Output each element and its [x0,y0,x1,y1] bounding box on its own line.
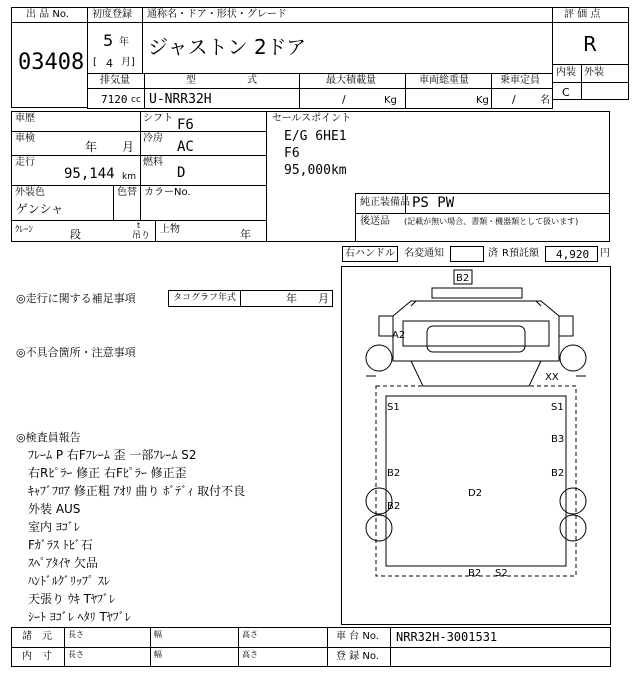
mileage-value: 95,144 [64,166,115,182]
displacement-value: 7120 [101,93,128,106]
reg-year-unit: 年 [119,37,129,48]
color-change-label: 色替 [117,187,137,198]
equip-value: PS PW [412,195,455,211]
ac-label: 冷房 [143,133,163,144]
exterior-label: 外装 [584,67,604,78]
capacity-label: 乗車定員 [500,75,540,86]
inspector-line-5: 室内 ﾖｺﾞﾚ [28,520,80,534]
dims-height: 高さ [242,630,258,639]
mark-b2-left: B2 [387,468,401,479]
inspector-line-3: ｷｬﾌﾞﾌﾛｱ 修正粗 ｱｵﾘ 曲り ﾎﾞﾃﾞｨ 取付不良 [28,484,246,498]
model-label: 型 [186,75,196,86]
inspector-line-7: ｽﾍﾟｱﾀｲﾔ 欠品 [28,556,98,570]
front-right-wheel [560,345,586,371]
inspector-line-1: ﾌﾚｰﾑ P 右Fﾌﾚｰﾑ 歪 一部ﾌﾚｰﾑ S2 [28,448,197,462]
color-value: ゲンシャ [16,202,64,216]
grade-label: 評 価 点 [564,9,601,20]
car-name: ジャストン 2ドア [148,35,307,59]
sales-line-1: E/G 6HE1 [284,129,347,144]
mark-b2-rear-left: B2 [387,501,401,512]
deposit-prefix: 済 [488,248,498,259]
first-reg-label: 初度登録 [92,9,132,20]
crane-stage-unit: 段 [70,228,81,241]
bed-inner [386,396,566,566]
rear-left-wheel-2 [366,515,392,541]
dims-label: 諸 元 [22,631,52,642]
grade-value: R [583,32,597,56]
mileage-label: 走行 [15,157,35,168]
sales-line-3: 95,000km [284,163,347,178]
interior-height: 高さ [242,650,258,659]
displacement-label: 排気量 [100,75,130,86]
inspection-month-unit: 月 [122,140,135,154]
upper-label: 上物 [160,224,180,235]
shift-label: シフト [143,113,173,124]
ac-value: AC [177,139,194,155]
interior-dims-label: 内 寸 [22,651,52,662]
inspector-line-6: Fｶﾞﾗｽ ﾄﾋﾞ石 [28,538,93,552]
mark-d2: D2 [468,488,483,499]
reg-year: 5 [103,31,114,50]
lot-label: 出 品 No. [26,9,69,20]
mark-b2-right: B2 [551,468,565,479]
model-value: U-NRR32H [149,92,212,107]
sales-line-2: F6 [284,146,300,161]
interior-label: 内装 [556,67,576,78]
roof-line [432,288,522,298]
dims-length: 長さ [68,630,84,639]
reg-month-open: [ [93,57,97,68]
lot-number: 03408 [18,50,85,75]
dashboard [427,326,525,352]
mark-b2-rear: B2 [468,568,482,579]
max-load-unit: Kg [384,95,397,106]
delivery-note: (記載が無い場合、書類・機器類として扱います) [404,217,579,226]
capacity-unit: 名 [540,95,550,106]
interior-width: 幅 [154,650,162,659]
mark-s1-right: S1 [551,402,564,413]
inspector-line-10: ｼｰﾄ ﾖｺﾞﾚ ﾍﾀﾘ Tﾔﾌﾞﾚ [28,610,131,624]
cab-floor [411,361,541,386]
right-hand-label: 右ハンドル [345,248,395,259]
name-change-box [450,246,484,262]
inspector-line-8: ﾊﾝﾄﾞﾙｸﾞﾘｯﾌﾟ ｽﾚ [28,574,110,588]
inspector-label: ◎検査員報告 [16,431,81,444]
crane-lift-unit: 吊り [132,231,151,241]
interior-length: 長さ [68,650,84,659]
mark-xx: XX [545,372,559,383]
crane-label: ｸﾚｰﾝ [15,225,34,235]
rear-right-wheel-2 [560,515,586,541]
inspection-year-unit: 年 [85,140,98,154]
reg-month: 4 [106,57,113,70]
shift-value: F6 [177,117,194,133]
fuel-value: D [177,165,186,181]
gross-weight-label: 車両総重量 [419,75,469,86]
color-label: 外装色 [15,187,45,198]
rear-right-wheel-1 [560,488,586,514]
equip-label: 純正装備品 [360,197,410,208]
max-load-label: 最大積載量 [326,75,376,86]
delivery-label: 後送品 [360,216,390,227]
name-label: 通称名・ドア・形状・グレード [147,9,287,20]
max-load-slash: / [342,93,346,106]
mark-b2-top: B2 [456,273,470,284]
cab-corners [411,301,541,306]
mark-a2: A2 [392,330,406,341]
tacho-label: タコグラフ年式 [173,293,237,303]
crane-t-unit: t [137,221,141,230]
gross-weight-unit: Kg [476,95,489,106]
deposit-label: R預託額 [502,248,539,259]
truck-diagram [341,266,611,625]
inspector-line-2: 右Rﾋﾟﾗｰ 修正 右Fﾋﾟﾗｰ 修正歪 [28,466,187,480]
history-label: 車歴 [15,113,35,124]
inspection-label: 車検 [15,133,35,144]
dims-width: 幅 [154,630,162,639]
defects-label: ◎不具合箇所・注意事項 [16,346,136,359]
right-mirror [559,316,573,336]
deposit-amount: 4,920 [556,248,590,261]
driving-notes-label: ◎走行に関する補足事項 [16,292,136,305]
mark-s1-left: S1 [387,402,400,413]
yen-unit: 円 [600,248,610,259]
tacho-month-unit: 月 [318,292,329,305]
bed-outline [376,386,576,576]
model-label-2: 式 [247,75,257,86]
inspector-line-4: 外装 AUS [28,502,81,516]
windshield [403,321,549,346]
cc-unit: cc [131,95,141,105]
capacity-slash: / [512,93,516,106]
reg-month-unit: 月] [121,57,135,68]
left-mirror [379,316,393,336]
name-change-label: 名変通知 [404,248,444,259]
tacho-year-unit: 年 [286,292,297,305]
chassis-label: 車 台 No. [336,631,379,642]
chassis-number: NRR32H-3001531 [396,630,498,644]
interior-grade: C [562,86,570,99]
fuel-label: 燃料 [143,157,163,168]
sales-label: セールスポイント [272,113,352,124]
mark-s2: S2 [495,568,508,579]
color-code-label: カラーNo. [144,187,191,198]
front-left-wheel [366,345,392,371]
inspector-line-9: 天張り ｳｷ Tﾔﾌﾞﾚ [28,592,115,606]
mileage-unit: km [122,172,136,182]
mark-b3: B3 [551,434,565,445]
upper-year-unit: 年 [240,228,251,241]
reg-no-label: 登 録 No. [336,651,379,662]
